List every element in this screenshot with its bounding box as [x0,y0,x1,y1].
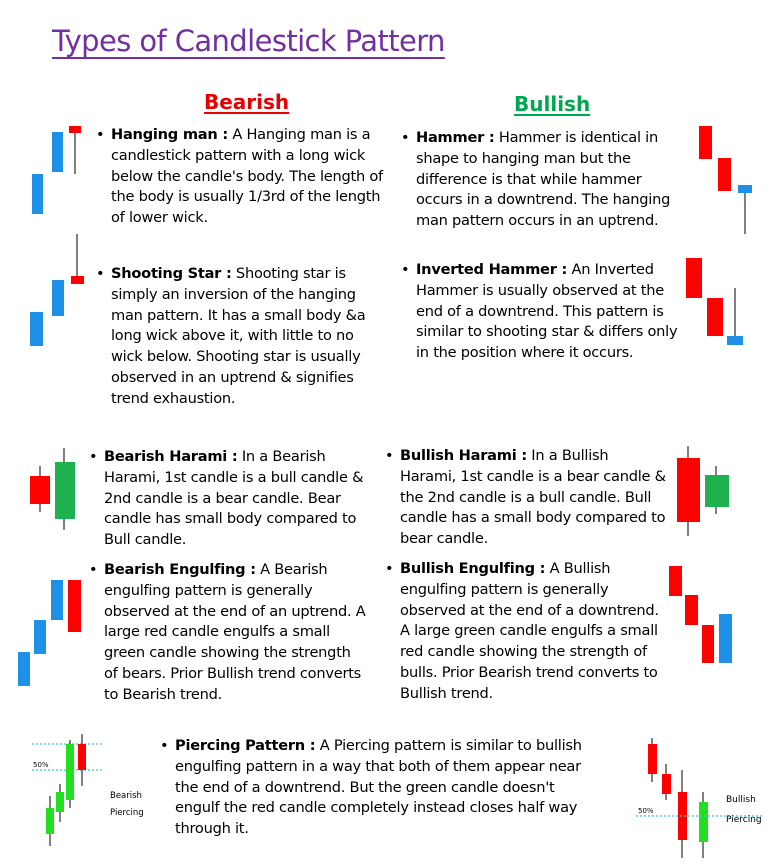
red-candle [699,126,712,159]
pattern-name: Bullish Harami : [400,447,527,464]
hammer-entry [401,128,682,232]
bullet-icon: • [385,447,394,464]
bullet-icon: • [401,129,410,146]
blue-candle [18,652,30,686]
bearish-engulfing-entry [89,560,366,706]
piercing-entry [160,736,595,840]
pattern-name: Bearish Engulfing : [104,561,256,578]
bearish-heading: Bearish [204,90,290,114]
green-candle [705,475,729,507]
pattern-text: A Bearish engulfing pattern is generally observed at the end of an uptrend. A large red candle engulfs a small green candle showing the strength of bears. Prior Bullish trend converts to Bearish trend. [104,561,366,703]
red-candle [662,774,671,794]
blue-candle [719,614,732,663]
blue-candle [52,132,63,172]
red-candle [30,476,50,504]
pattern-text: Shooting star is simply an inversion of the hanging man pattern. It has a small body &a long wick above it, with little to no wick below. Shooting star is usually observed in an uptrend & signifies trend exhaustion. [111,265,366,407]
red-candle [718,158,731,191]
pattern-text: A Piercing pattern is similar to bullish engulfing pattern in a way that both of them appear near the end of a downtrend. But the green candle doesn't engulf the red candle completely instead closes half way through it. [175,737,582,838]
bearish-piercing-figure [30,732,158,850]
bullet-icon: • [96,265,105,282]
pattern-name: Bearish Harami : [104,448,238,465]
page-title: Types of Candlestick Pattern [52,24,445,58]
pattern-text: An Inverted Hammer is usually observed at the end of a downtrend. This pattern is similar to shooting star & differs only in the position where it occurs. [416,261,678,362]
bullet-icon: • [89,448,98,465]
hanging-man-entry [96,125,387,229]
pattern-text: A Hanging man is a candlestick pattern with a long wick below the candle's body. The length of the body is usually 1/3rd of the length of lower wick. [111,126,383,227]
bullish-harami-entry [385,446,668,550]
pattern-text: A Bullish engulfing pattern is generally observed at the end of a downtrend. A large green candle engulfs a small red candle showing the strength of bulls. Prior Bearish trend converts to Bullish trend. [400,560,659,702]
green-candle [56,792,64,812]
bearish-label: Bearish [110,791,142,801]
bullish-harami-figure [674,444,734,540]
green-candle [66,744,74,800]
bullet-icon: • [96,126,105,143]
pattern-text: In a Bearish Harami, 1st candle is a bull candle & 2nd candle is a bear candle. Bear candle has small body compared to Bull candle. [104,448,364,549]
blue-candle [51,580,63,620]
bullish-engulfing-figure [666,563,736,669]
blue-candle [738,185,752,193]
piercing-label: Piercing [726,815,762,825]
inverted-hammer-entry [401,260,682,364]
pattern-text: In a Bullish Harami, 1st candle is a bear candle & the 2nd candle is a bull candle. Bull candle has a small body compared to bear candle. [400,447,666,548]
blue-candle [30,312,43,346]
bearish-harami-figure [28,444,80,534]
pattern-name: Inverted Hammer : [416,261,568,278]
red-candle [69,126,81,133]
piercing-label: Piercing [110,808,144,818]
pattern-name: Shooting Star : [111,265,232,282]
pattern-name: Bullish Engulfing : [400,560,546,577]
bullet-icon: • [89,561,98,578]
blue-candle [52,280,64,316]
blue-candle [727,336,743,345]
red-candle [78,744,86,770]
bullet-icon: • [385,560,394,577]
pattern-name: Piercing Pattern : [175,737,316,754]
bearish-engulfing-figure [16,578,86,690]
blue-candle [32,174,43,214]
red-candle [677,458,700,522]
shooting-star-entry [96,264,387,410]
bullish-label: Bullish [726,795,756,805]
shooting-star-figure [28,232,88,350]
fifty-percent-label: 50% [638,807,654,815]
hammer-figure [695,124,755,236]
bullish-piercing-figure [634,734,766,862]
red-candle [686,258,702,298]
green-candle [46,808,54,834]
bearish-harami-entry [89,447,374,551]
red-candle [68,580,81,632]
hanging-man-figure [30,122,86,222]
red-candle [702,625,714,663]
red-candle [707,298,723,336]
bullish-engulfing-entry [385,559,668,705]
green-candle [699,802,708,842]
red-candle [648,744,657,774]
bullet-icon: • [160,737,169,754]
pattern-text: Hammer is identical in shape to hanging man but the difference is that while hammer occurs in a downtrend. The hanging man pattern occurs in an uptrend. [416,129,671,230]
red-candle [669,566,682,596]
fifty-percent-label: 50% [33,761,49,769]
red-candle [71,276,84,284]
inverted-hammer-figure [683,256,747,350]
pattern-name: Hanging man : [111,126,228,143]
pattern-name: Hammer : [416,129,495,146]
bullet-icon: • [401,261,410,278]
green-candle [55,462,75,519]
red-candle [685,595,698,625]
blue-candle [34,620,46,654]
bullish-heading: Bullish [514,92,591,116]
